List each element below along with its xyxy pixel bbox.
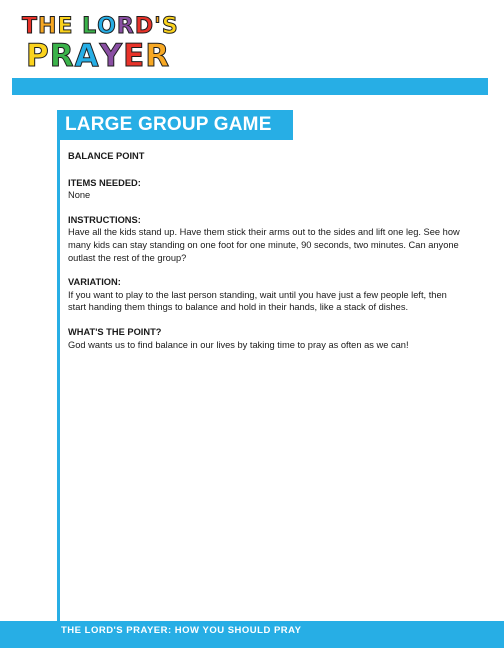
logo-letter: R bbox=[145, 38, 171, 74]
logo-letter: T bbox=[22, 14, 39, 39]
logo-letter: Y bbox=[99, 38, 124, 74]
game-content bbox=[68, 150, 464, 363]
section-body: Have all the kids stand up. Have them stick their arms out to the sides and lift one leg. See how many kids can stay standing on one foot for one minute, 90 seconds, two minutes. Can anyone outlast the rest of the group? bbox=[68, 227, 460, 263]
section-heading: ITEMS NEEDED: bbox=[68, 177, 141, 188]
logo-letter: E bbox=[123, 38, 146, 74]
items-needed-section bbox=[68, 177, 464, 202]
logo-letter: R bbox=[116, 14, 135, 39]
logo-letter: D bbox=[134, 14, 155, 39]
whats-the-point-section bbox=[68, 326, 464, 351]
logo-letter: O bbox=[97, 14, 117, 39]
logo-letter: P bbox=[26, 38, 50, 74]
variation-section bbox=[68, 276, 464, 314]
left-accent-line bbox=[57, 120, 60, 630]
logo bbox=[22, 10, 179, 76]
section-body: None bbox=[68, 190, 91, 201]
game-title: BALANCE POINT bbox=[68, 151, 145, 161]
logo-letter: S bbox=[161, 14, 179, 39]
logo-letter: ' bbox=[154, 14, 162, 39]
top-banner-bar bbox=[12, 78, 488, 95]
section-header bbox=[57, 110, 293, 140]
footer-text: THE LORD'S PRAYER: HOW YOU SHOULD PRAY bbox=[61, 625, 302, 636]
logo-letter: H bbox=[38, 14, 58, 39]
logo-letter: A bbox=[74, 38, 100, 74]
logo-letter: L bbox=[82, 14, 98, 39]
logo-line-1 bbox=[22, 14, 179, 39]
section-heading: VARIATION: bbox=[68, 277, 121, 288]
logo-letter bbox=[73, 14, 82, 39]
section-heading: INSTRUCTIONS: bbox=[68, 214, 141, 225]
section-body: God wants us to find balance in our lives by taking time to pray as often as we can! bbox=[68, 339, 409, 350]
logo-line-2 bbox=[26, 38, 170, 74]
logo-letter: R bbox=[49, 38, 75, 74]
instructions-section bbox=[68, 214, 464, 264]
section-heading: WHAT'S THE POINT? bbox=[68, 326, 162, 337]
footer-bar bbox=[0, 621, 504, 648]
logo-letter: E bbox=[57, 14, 74, 39]
section-header-title: LARGE GROUP GAME bbox=[65, 114, 272, 135]
section-body: If you want to play to the last person standing, wait until you have just a few people left, then start handing them things to balance and hold in their hands, like a stack of dishes. bbox=[68, 289, 447, 313]
